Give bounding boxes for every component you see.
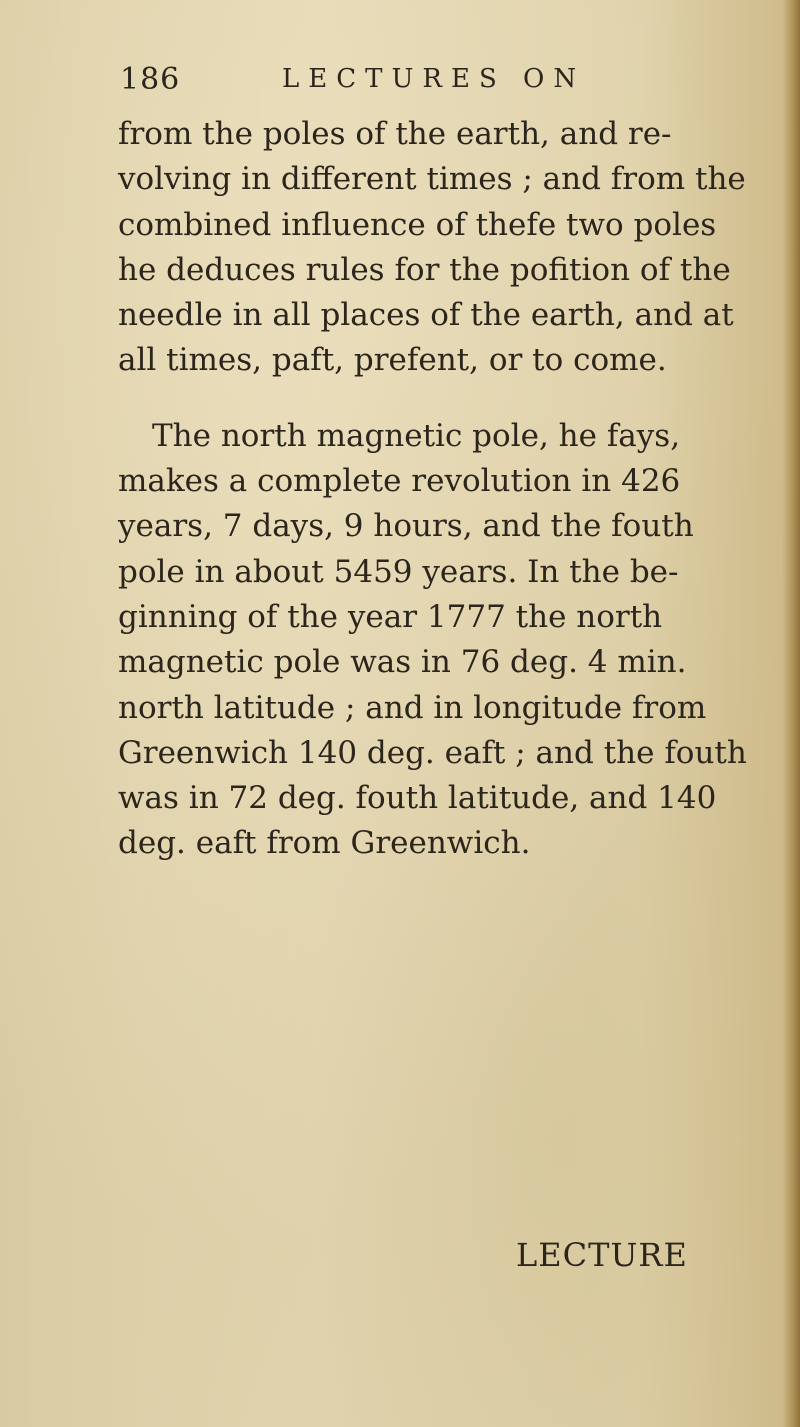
page-number: 186: [120, 62, 181, 97]
text-line: makes a complete revolution in 426: [118, 463, 681, 500]
page-header: [120, 62, 720, 102]
text-line: combined influence of thefe two poles: [118, 206, 717, 243]
text-line: needle in all places of the earth, and at: [118, 297, 734, 334]
paragraph-1: [118, 112, 746, 384]
paragraph-gap: [118, 384, 718, 414]
text-line: pole in about 5459 years. In the be-: [118, 553, 679, 590]
text-line: magnetic pole was in 76 deg. 4 min.: [118, 644, 687, 681]
text-line: ginning of the year 1777 the north: [118, 598, 663, 635]
page-edge-shadow: [782, 0, 800, 1427]
text-line: Greenwich 140 deg. eaft ; and the fouth: [118, 734, 747, 771]
text-line: he deduces rules for the pofition of the: [118, 251, 731, 288]
text-line: volving in different times ; and from the: [118, 161, 746, 198]
text-line: deg. eaft from Greenwich.: [118, 825, 531, 862]
text-line: The north magnetic pole, he fays,: [152, 417, 681, 454]
text-line: north latitude ; and in longitude from: [118, 689, 707, 726]
body-text: [118, 112, 747, 867]
paragraph-2: [118, 414, 747, 867]
running-head: LECTURES ON: [282, 64, 586, 94]
text-line: years, 7 days, 9 hours, and the fouth: [118, 508, 694, 545]
catchword: LECTURE: [516, 1236, 688, 1274]
text-line: was in 72 deg. fouth latitude, and 140: [118, 780, 717, 817]
text-line: from the poles of the earth, and re-: [118, 116, 672, 152]
text-line: all times, paft, prefent, or to come.: [118, 342, 667, 379]
